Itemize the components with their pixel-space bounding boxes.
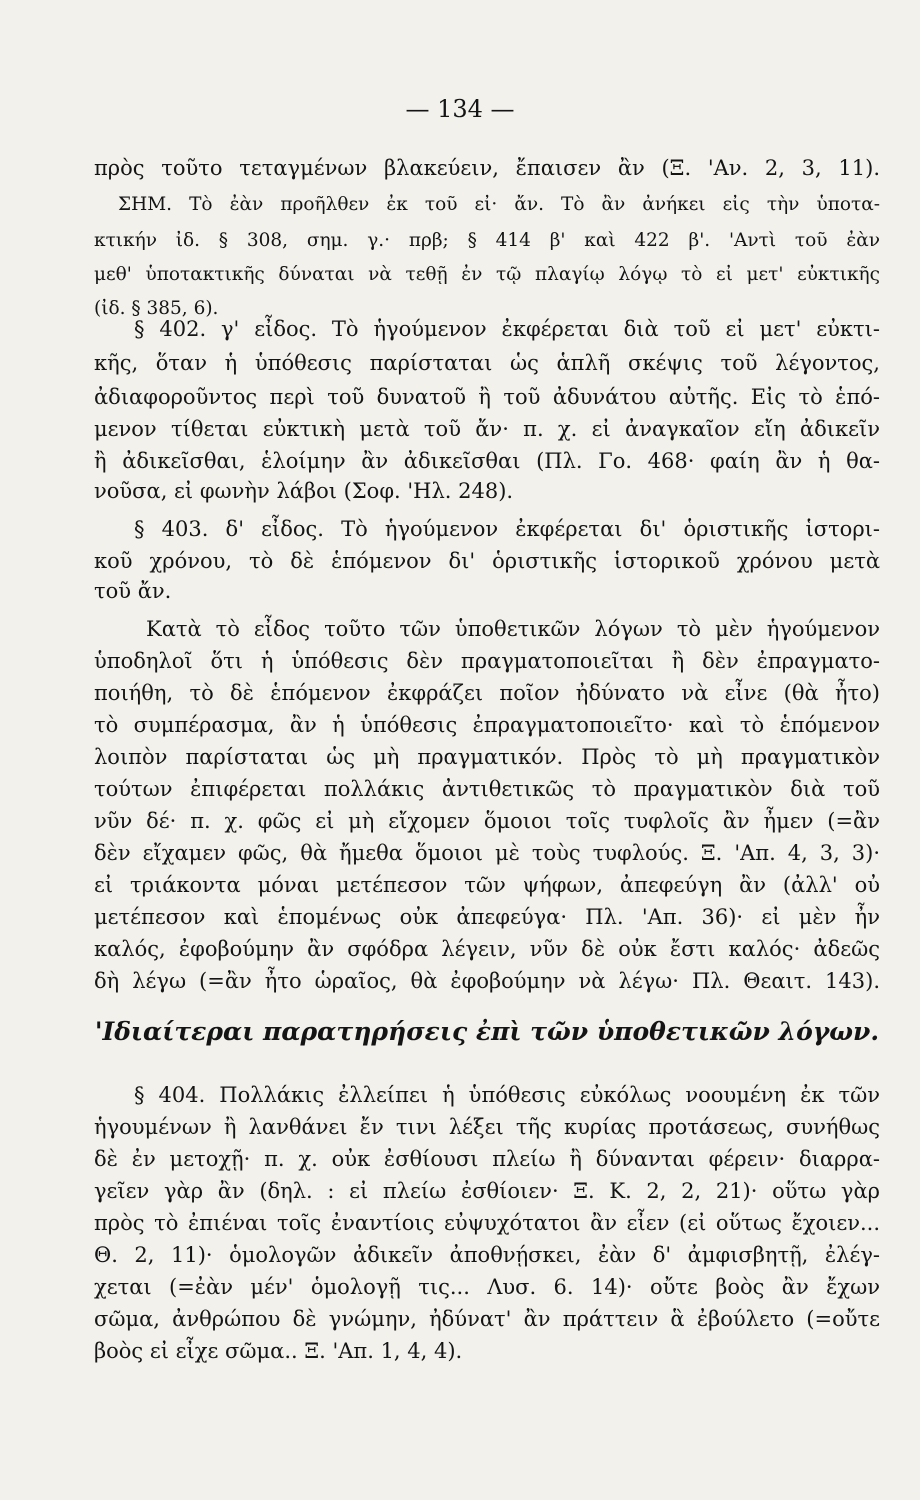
text-line: δὲν εἴχαμεν φῶς, θὰ ἤμεθα ὅμοιοι μὲ τοὺς τυφλούς. Ξ. 'Απ. 4, 3, 3)· (94, 841, 880, 865)
text-line: πρὸς τοῦτο τεταγμένων βλακεύειν, ἔπαισεν ἂν (Ξ. 'Αν. 2, 3, 11). (94, 156, 880, 180)
text-line: Κατὰ τὸ εἶδος τοῦτο τῶν ὑποθετικῶν λόγων τὸ μὲν ἡγούμενον (146, 617, 880, 641)
text-line: Θ. 2, 11)· ὁμολογῶν ἀδικεῖν ἀποθνῄσκει, ἐὰν δ' ἀμφισβητῇ, ἐλέγ- (94, 1243, 880, 1267)
section-heading: 'Ιδιαίτεραι παρατηρήσεις ἐπὶ τῶν ὑποθετικῶν λόγων. (94, 1017, 880, 1046)
text-line: § 402. γ' εἶδος. Τὸ ἡγούμενον ἐκφέρεται διὰ τοῦ εἰ μετ' εὐκτι- (134, 317, 880, 341)
text-line: ΣΗΜ. Τὸ ἐὰν προῆλθεν ἐκ τοῦ εἰ· ἄν. Τὸ ἂν ἀνήκει εἰς τὴν ὑποτα- (118, 194, 880, 215)
text-line: ἢ ἀδικεῖσθαι, ἑλοίμην ἂν ἀδικεῖσθαι (Πλ. Γο. 468· φαίη ἂν ἡ θα- (94, 449, 880, 473)
text-line: σῶμα, ἀνθρώπου δὲ γνώμην, ἠδύνατ' ἂν πράττειν ἃ ἐβούλετο (=οὔτε (94, 1307, 880, 1331)
text-line: λοιπὸν παρίσταται ὡς μὴ πραγματικόν. Πρὸς τὸ μὴ πραγματικὸν (94, 745, 880, 769)
text-line: ὑποδηλοῖ ὅτι ἡ ὑπόθεσις δὲν πραγματοποιεῖται ἢ δὲν ἐπραγματο- (94, 649, 880, 673)
text-line: εἰ τριάκοντα μόναι μετέπεσον τῶν ψήφων, ἀπεφεύγη ἂν (ἀλλ' οὐ (94, 873, 880, 897)
text-line: πρὸς τὸ ἐπιέναι τοῖς ἐναντίοις εὐψυχότατοι ἂν εἶεν (εἰ οὕτως ἔχοιεν... (94, 1211, 880, 1235)
text-line: κοῦ χρόνου, τὸ δὲ ἑπόμενον δι' ὁριστικῆς ἱστορικοῦ χρόνου μετὰ (94, 549, 880, 573)
text-line: δὴ λέγω (=ἂν ἦτο ὡραῖος, θὰ ἐφοβούμην νὰ λέγω· Πλ. Θεαιτ. 143). (94, 969, 880, 993)
text-line: κῆς, ὅταν ἡ ὑπόθεσις παρίσταται ὡς ἁπλῆ σκέψις τοῦ λέγοντος, (94, 351, 880, 375)
text-line: νοῦσα, εἰ φωνὴν λάβοι (Σοφ. 'Ηλ. 248). (94, 479, 514, 503)
page-number: — 134 — (405, 95, 515, 123)
text-line: (ἰδ. § 385, 6). (94, 298, 219, 319)
text-line: ἀδιαφοροῦντος περὶ τοῦ δυνατοῦ ἢ τοῦ ἀδυνάτου αὐτῆς. Εἰς τὸ ἑπό- (94, 385, 880, 409)
text-line: χεται (=ἐὰν μέν' ὁμολογῇ τις... Λυσ. 6. 14)· οὔτε βοὸς ἂν ἔχων (94, 1275, 880, 1299)
text-line: δὲ ἐν μετοχῇ· π. χ. οὐκ ἐσθίουσι πλείω ἢ δύνανται φέρειν· διαρρα- (94, 1147, 880, 1171)
text-line: τοῦ ἄν. (94, 579, 172, 603)
text-line: κτικήν ἰδ. § 308, σημ. γ.· πρβ; § 414 β' καὶ 422 β'. 'Αντὶ τοῦ ἐὰν (94, 230, 880, 251)
text-line: γεῖεν γὰρ ἂν (δηλ. : εἰ πλείω ἐσθίοιεν· Ξ. Κ. 2, 2, 21)· οὕτω γὰρ (94, 1179, 880, 1203)
text-line: τὸ συμπέρασμα, ἂν ἡ ὑπόθεσις ἐπραγματοποιεῖτο· καὶ τὸ ἑπόμενον (94, 713, 880, 737)
text-line: βοὸς εἰ εἶχε σῶμα.. Ξ. 'Απ. 1, 4, 4). (94, 1339, 463, 1363)
text-line: μεθ' ὑποτακτικῆς δύναται νὰ τεθῇ ἐν τῷ πλαγίῳ λόγῳ τὸ εἰ μετ' εὐκτικῆς (94, 264, 880, 285)
text-line: τούτων ἐπιφέρεται πολλάκις ἀντιθετικῶς τὸ πραγματικὸν διὰ τοῦ (94, 777, 880, 801)
text-line: νῦν δέ· π. χ. φῶς εἰ μὴ εἴχομεν ὅμοιοι τοῖς τυφλοῖς ἂν ἦμεν (=ἂν (94, 809, 880, 833)
text-line: μενον τίθεται εὐκτικὴ μετὰ τοῦ ἄν· π. χ. εἰ ἀναγκαῖον εἴη ἀδικεῖν (94, 417, 880, 441)
text-line: μετέπεσον καὶ ἑπομένως οὐκ ἀπεφεύγα· Πλ. 'Απ. 36)· εἰ μὲν ἦν (94, 905, 880, 929)
text-line: ποιήθη, τὸ δὲ ἑπόμενον ἐκφράζει ποῖον ἠδύνατο νὰ εἶνε (θὰ ἦτο) (94, 681, 880, 705)
text-line: § 404. Πολλάκις ἐλλείπει ἡ ὑπόθεσις εὐκόλως νοουμένη ἐκ τῶν (134, 1083, 880, 1107)
text-line: καλός, ἐφοβούμην ἂν σφόδρα λέγειν, νῦν δὲ οὐκ ἔστι καλός· ἀδεῶς (94, 937, 880, 961)
text-line: § 403. δ' εἶδος. Τὸ ἡγούμενον ἐκφέρεται δι' ὁριστικῆς ἱστορι- (134, 517, 880, 541)
text-line: ἡγουμένων ἢ λανθάνει ἔν τινι λέξει τῆς κυρίας προτάσεως, συνήθως (94, 1115, 880, 1139)
